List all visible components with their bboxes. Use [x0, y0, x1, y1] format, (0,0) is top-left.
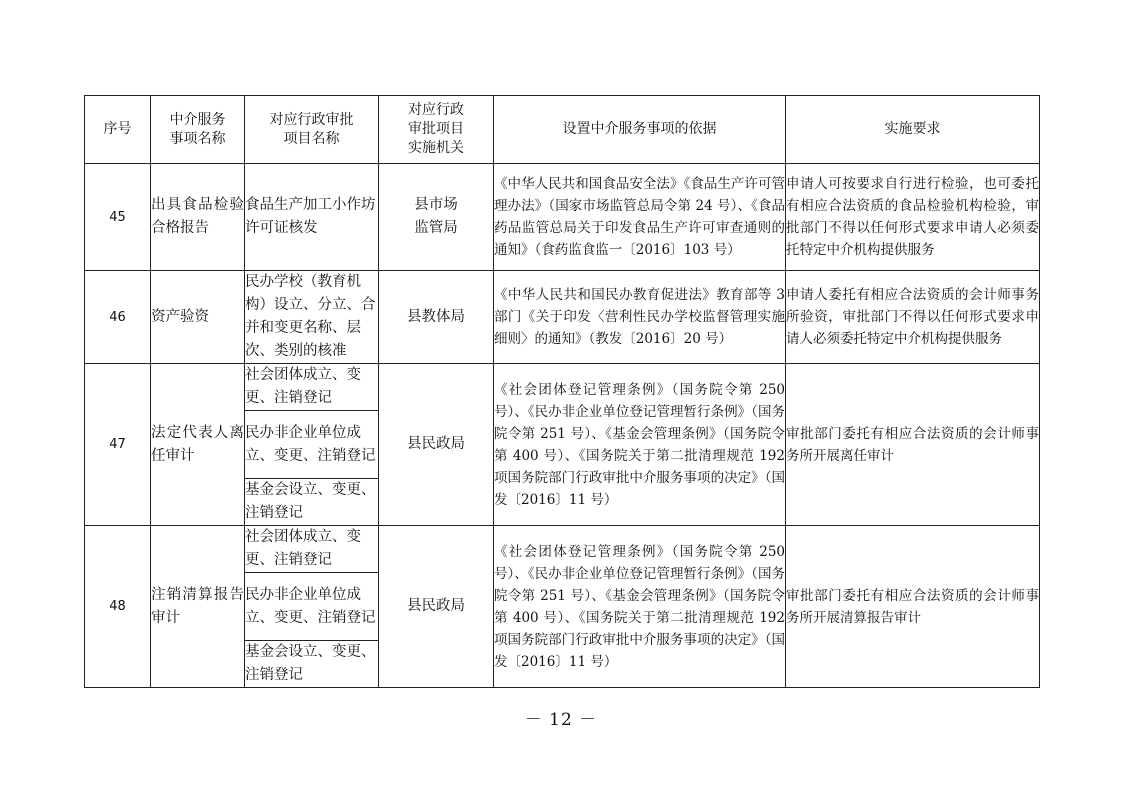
header-approval-item [245, 96, 379, 164]
row-number: 45 [85, 164, 151, 271]
implementing-org: 县教体局 [379, 271, 494, 364]
intermediary-services-table [84, 95, 1040, 688]
header-org-line2: 审批项目 [408, 121, 464, 137]
requirements-text: 审批部门委托有相应合法资质的会计师事务所开展清算报告审计 [786, 526, 1040, 688]
header-requirements: 实施要求 [786, 96, 1040, 164]
basis-text: 《中华人民共和国民办教育促进法》教育部等 3 部门《关于印发〈营利性民办学校监督管理实施细则〉的通知》（教发〔2016〕20 号） [494, 271, 786, 364]
requirements-text: 申请人可按要求自行进行检验，也可委托有相应合法资质的食品检验机构检验，审批部门不得以任何形式要求申请人必须委托特定中介机构提供服务 [786, 164, 1040, 271]
header-approval-item-line2: 项目名称 [283, 130, 340, 147]
table-row [85, 271, 1040, 364]
requirements-text: 申请人委托有相应合法资质的会计师事务所验资，审批部门不得以任何形式要求申请人必须委托特定中介机构提供服务 [786, 271, 1040, 364]
header-service-name [151, 96, 245, 164]
implementing-org: 县民政局 [379, 526, 494, 688]
implementing-org: 县民政局 [379, 364, 494, 526]
header-implementing-org [379, 96, 494, 164]
service-name: 注销清算报告审计 [151, 526, 245, 688]
header-service-name-line1: 中介服务 [169, 111, 226, 128]
approval-item: 社会团体成立、变更、注销登记 [245, 364, 379, 411]
page-number: － 12 － [524, 710, 598, 730]
row-number: 46 [85, 271, 151, 364]
table-row [85, 364, 1040, 411]
basis-text: 《中华人民共和国食品安全法》《食品生产许可管理办法》（国家市场监管总局令第 24 号）、《食品药品监管总局关于印发食品生产许可审查通则的通知》（食药监食监一〔2016〕103 号） [494, 164, 786, 271]
header-basis: 设置中介服务事项的依据 [494, 96, 786, 164]
basis-text: 《社会团体登记管理条例》（国务院令第 250 号）、《民办非企业单位登记管理暂行条例》（国务院令第 251 号）、《基金会管理条例》（国务院令第 400 号）、《国务院关于第二批清理规范 192 项国务院部门行政审批中介服务事项的决定》（国发〔2016〕11 号） [494, 526, 786, 688]
requirements-text: 审批部门委托有相应合法资质的会计师事务所开展离任审计 [786, 364, 1040, 526]
table-header-row [85, 96, 1040, 164]
approval-item: 社会团体成立、变更、注销登记 [245, 526, 379, 573]
approval-item: 食品生产加工小作坊许可证核发 [245, 164, 379, 271]
table-row [85, 164, 1040, 271]
service-name: 资产验资 [151, 271, 245, 364]
approval-item: 基金会设立、变更、注销登记 [245, 479, 379, 526]
basis-text: 《社会团体登记管理条例》（国务院令第 250 号）、《民办非企业单位登记管理暂行条例》（国务院令第 251 号）、《基金会管理条例》（国务院令第 400 号）、《国务院关于第二批清理规范 192 项国务院部门行政审批中介服务事项的决定》（国发〔2016〕11 号） [494, 364, 786, 526]
header-org-line3: 实施机关 [408, 140, 464, 156]
approval-item: 基金会设立、变更、注销登记 [245, 641, 379, 688]
implementing-org [379, 164, 494, 271]
service-name: 法定代表人离任审计 [151, 364, 245, 526]
table-row [85, 526, 1040, 573]
row-number: 47 [85, 364, 151, 526]
header-service-name-line2: 事项名称 [169, 130, 226, 147]
approval-item: 民办非企业单位成立、变更、注销登记 [245, 411, 379, 479]
header-approval-item-line1: 对应行政审批 [269, 111, 354, 128]
header-no: 序号 [85, 96, 151, 164]
row-number: 48 [85, 526, 151, 688]
org-line1: 县市场 [414, 197, 458, 213]
approval-item: 民办学校（教育机构）设立、分立、合并和变更名称、层次、类别的核准 [245, 271, 379, 364]
service-name: 出具食品检验合格报告 [151, 164, 245, 271]
org-line2: 监管局 [414, 220, 458, 236]
header-org-line1: 对应行政 [408, 102, 464, 118]
approval-item: 民办非企业单位成立、变更、注销登记 [245, 573, 379, 641]
